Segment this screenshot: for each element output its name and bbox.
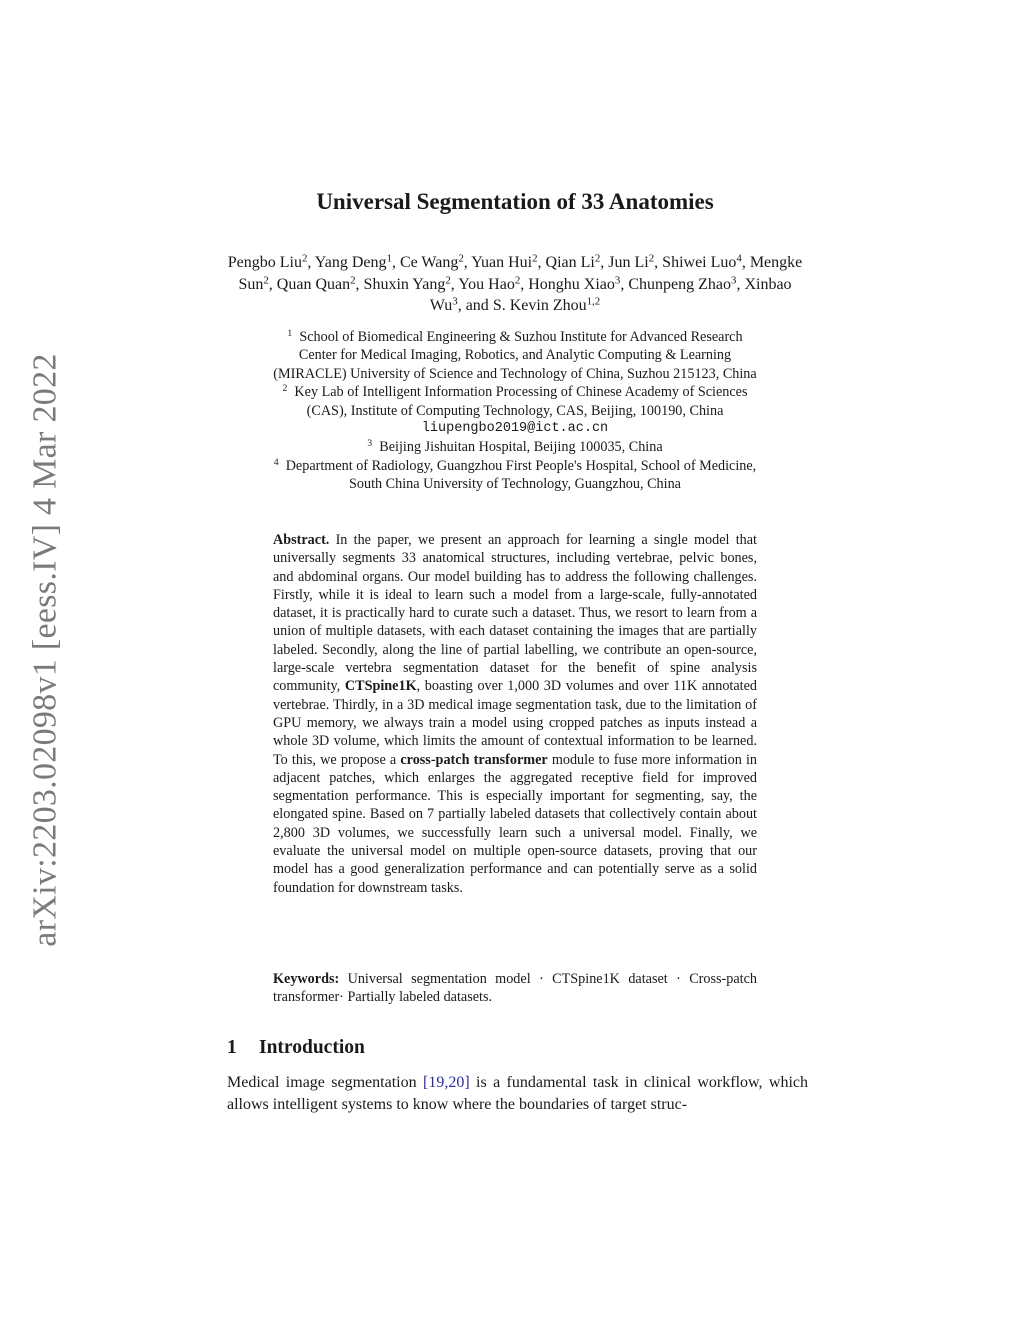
affiliation-2-line-2: (CAS), Institute of Computing Technology, CAS, Beijing, 100190, China [306, 402, 724, 419]
author-name: S. Kevin Zhou [492, 297, 587, 314]
author-name: Ce Wang [399, 254, 459, 271]
author-name: Quan Quan [276, 275, 351, 293]
affiliation-1-line-3: (MIRACLE) University of Science and Technology of China, Suzhou 215123, China [273, 365, 757, 382]
author-name: You Hao [458, 275, 515, 293]
author-name: Shuxin Yang [363, 275, 446, 293]
author-separator: , [520, 275, 529, 293]
abstract-paragraph: Abstract. In the paper, we present an approach for learning a single model that universally segments 33 anatomical structures, including vertebrae, pelvic bones, and abdominal organs. Our model building has to address the following challenges. Firstly, while it is ideal to learn such a model from a large-scale, fully-annotated dataset, it is practically hard to curate such a dataset. Thus, we resort to learn from a union of multiple datasets, with each dataset containing the images that are partially labeled. Secondly, along the line of partial labelling, we contribute an open-source, large-scale vertebra segmentation dataset for the benefit of spine analysis community, CTSpine1K, boasting over 1,000 3D volumes and over 11K annotated vertebrae. Thirdly, in a 3D medical image segmentation task, due to the limitation of GPU memory, we always train a model using cropped patches as inputs instead a whole 3D volume, which limits the amount of contextual information to be learned. To this, we propose a cross-patch transformer module to fuse more information in adjacent patches, which enlarges the aggregated receptive field for improved segmentation performance. This is especially important for segmenting, say, the elongated spine. Based on 7 partially labeled datasets that collectively contain about 2,800 3D volumes, we successfully learn such a universal model. Finally, we evaluate the universal model on multiple open-source datasets, proving that our model has a good generalization performance and can potentially serve as a solid foundation for downstream tasks. [273, 532, 757, 896]
author-separator: , [600, 254, 609, 271]
author-separator: , [741, 254, 750, 271]
keywords [273, 970, 757, 1007]
author-affiliation-mark: 2 [532, 252, 538, 265]
section-heading [227, 1035, 365, 1061]
affiliation-4: $^4$ Department of Radiology, Guangzhou First People's Hospital, School of Medicine, [273, 457, 757, 474]
keywords-label: Keywords: [273, 971, 340, 987]
author-affiliation-mark: 2 [594, 252, 601, 265]
affiliations [212, 328, 818, 494]
author-affiliation-mark: 2 [458, 252, 464, 265]
citation-link[interactable]: [19, [422, 1074, 449, 1091]
author-affiliation-mark: 4 [736, 252, 742, 265]
author-separator: , [736, 275, 745, 293]
author-email: liupengbo2019@ict.ac.cn [421, 421, 609, 437]
abstract-label: Abstract. [273, 532, 330, 548]
section-title: Introduction [259, 1037, 365, 1058]
affiliation-4-line-2: South China University of Technology, Guangzhou, China [349, 476, 681, 493]
author-affiliation-mark: 3 [452, 295, 458, 308]
author-separator: , [307, 254, 315, 271]
citation-link[interactable]: 20] [448, 1074, 470, 1091]
affiliation-2: $^2$ Key Lab of Intelligent Information Processing of Chinese Academy of Sciences [282, 383, 748, 401]
author-affiliation-mark: 2 [350, 274, 356, 287]
author-separator: , and [457, 297, 493, 314]
affiliation-1-line-2: Center for Medical Imaging, Robotics, and Analytic Computing & Learning [298, 347, 732, 364]
author-affiliation-mark: 1,2 [586, 295, 601, 308]
author-name: Shiwei Luo [662, 254, 737, 271]
author-list [222, 252, 808, 317]
affiliation-3: $^3$ Beijing Jishuitan Hospital, Beijing 100035, China [367, 438, 663, 456]
author-name: Qian Li [545, 254, 595, 271]
intro-paragraph: Medical image segmentation [19,20] is a fundamental task in clinical workflow, which allows intelligent systems to know where the boundaries of target struc- [227, 1074, 809, 1113]
arxiv-side-identifier [23, 355, 69, 945]
author-affiliation-mark: 2 [648, 252, 655, 265]
author-affiliation-mark: 2 [445, 274, 451, 287]
author-separator: , [654, 254, 663, 271]
author-separator: , [391, 254, 400, 271]
author-name: Jun Li [608, 254, 649, 271]
author-separator: , [355, 275, 364, 293]
author-separator: , [537, 254, 546, 271]
author-affiliation-mark: 3 [731, 274, 737, 287]
author-separator: , [463, 254, 472, 271]
arxiv-id-text: arXiv:2203.02098v1 [eess.IV] 4 Mar 2022 [27, 353, 64, 947]
abstract [273, 531, 757, 897]
author-separator: , [268, 275, 277, 293]
paper-title: Universal Segmentation of 33 Anatomies [316, 189, 714, 214]
author-affiliation-mark: 3 [614, 274, 621, 287]
author-name: Xinbao Wu [429, 275, 792, 314]
author-name: Mengke Sun [238, 254, 803, 293]
author-name: Honghu Xiao [528, 275, 615, 293]
keywords-text: Universal segmentation model · CTSpine1K dataset · Cross-patch transformer· Partially labeled datasets. [273, 971, 757, 1006]
section-number: 1 [227, 1037, 237, 1058]
dataset-name: CTSpine1K [344, 678, 417, 695]
author-affiliation-mark: 1 [386, 252, 392, 265]
author-name: Yang Deng [314, 254, 387, 271]
author-affiliation-mark: 2 [301, 252, 308, 265]
module-name: cross-patch transformer [400, 751, 548, 768]
author-separator: , [620, 275, 629, 293]
author-affiliation-mark: 2 [263, 274, 269, 287]
author-separator: , [450, 275, 459, 293]
author-name: Yuan Hui [471, 254, 533, 271]
affiliation-1: $^1$ School of Biomedical Engineering & Suzhou Institute for Advanced Research [287, 328, 743, 345]
author-affiliation-mark: 2 [514, 274, 521, 287]
author-name: Pengbo Liu [227, 254, 302, 271]
author-name: Chunpeng Zhao [628, 275, 731, 293]
